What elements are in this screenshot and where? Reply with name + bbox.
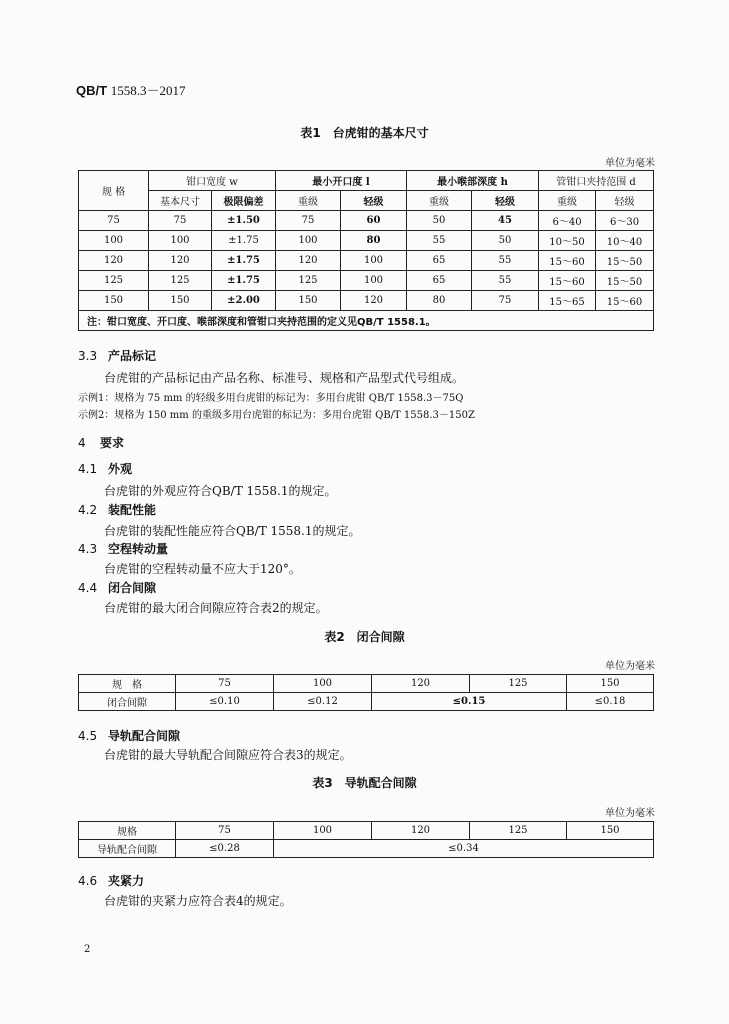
table-cell: 120 xyxy=(149,251,212,271)
table-cell: 15～60 xyxy=(539,251,596,271)
section-4-3-text: 台虎钳的空程转动量不应大于120°。 xyxy=(104,562,301,576)
table-cell: 125 xyxy=(470,675,567,693)
section-number: 4.5 xyxy=(78,729,98,743)
table-cell: 75 xyxy=(276,211,341,231)
table-cell: 120 xyxy=(276,251,341,271)
table-cell: 6～30 xyxy=(596,211,654,231)
example-2: 示例2：规格为 150 mm 的重级多用台虎钳的标记为：多用台虎钳 QB/T 1558.3－150Z xyxy=(78,410,475,421)
table1-head-clamp: 管钳口夹持范围 d xyxy=(539,171,654,191)
table-cell: 150 xyxy=(276,291,341,311)
table1-sub: 轻级 xyxy=(596,191,654,211)
table1-sub: 轻级 xyxy=(472,191,539,211)
table-cell: 60 xyxy=(341,211,407,231)
table-cell: 125 xyxy=(276,271,341,291)
table-cell: 100 xyxy=(341,271,407,291)
section-number: 3.3 xyxy=(78,349,98,363)
table-cell: ±1.75 xyxy=(212,271,276,291)
table1-unit: 单位为毫米 xyxy=(605,158,655,169)
table1-sub: 重级 xyxy=(276,191,341,211)
table3-header-row xyxy=(79,822,654,840)
table-cell: ≤0.15 xyxy=(372,693,567,711)
table-row xyxy=(79,231,654,251)
section-4-6-heading xyxy=(78,872,144,889)
section-4-2-text: 台虎钳的装配性能应符合QB/T 1558.1的规定。 xyxy=(104,524,361,538)
table1 xyxy=(78,170,654,331)
table-cell: 75 xyxy=(149,211,212,231)
table1-sub: 基本尺寸 xyxy=(149,191,212,211)
table-cell: 100 xyxy=(79,231,149,251)
table1-subheader-row xyxy=(79,191,654,211)
table-cell: 闭合间隙 xyxy=(79,693,176,711)
section-title: 产品标记 xyxy=(108,349,157,363)
section-4-3-heading xyxy=(78,540,168,557)
table1-sub: 重级 xyxy=(407,191,472,211)
table-cell: 规格 xyxy=(79,822,176,840)
doc-number: 1558.3－2017 xyxy=(110,83,186,98)
table-cell: 15～50 xyxy=(596,251,654,271)
table-cell: 65 xyxy=(407,251,472,271)
table-cell: 125 xyxy=(79,271,149,291)
table-cell: 10～50 xyxy=(539,231,596,251)
table3 xyxy=(78,821,654,858)
table-cell: ±1.75 xyxy=(212,231,276,251)
table-cell: 55 xyxy=(407,231,472,251)
section-4-1-heading xyxy=(78,460,132,477)
section-number: 4.3 xyxy=(78,542,98,556)
table-cell: 100 xyxy=(276,231,341,251)
table1-head-width: 钳口宽度 w xyxy=(149,171,276,191)
table2-caption: 表2 闭合间隙 xyxy=(324,630,405,644)
table-cell: 15～50 xyxy=(596,271,654,291)
table3-unit: 单位为毫米 xyxy=(605,808,655,819)
table-cell: 80 xyxy=(341,231,407,251)
table-cell: 120 xyxy=(79,251,149,271)
section-title: 夹紧力 xyxy=(108,874,145,888)
table-cell: 50 xyxy=(407,211,472,231)
table-cell: 100 xyxy=(274,675,372,693)
table-cell: ≤0.34 xyxy=(274,840,654,858)
table-row xyxy=(79,693,654,711)
table-cell: 65 xyxy=(407,271,472,291)
table-cell: 125 xyxy=(149,271,212,291)
table1-header-row xyxy=(79,171,654,191)
table-cell: 150 xyxy=(567,822,654,840)
table-row xyxy=(79,291,654,311)
table1-caption: 表1 台虎钳的基本尺寸 xyxy=(300,126,429,140)
table-cell: 100 xyxy=(274,822,372,840)
table-cell: 6～40 xyxy=(539,211,596,231)
section-title: 要求 xyxy=(100,436,125,450)
section-4-4-heading xyxy=(78,579,156,596)
table-cell: 100 xyxy=(149,231,212,251)
table-cell: 导轨配合间隙 xyxy=(79,840,176,858)
table-cell: 75 xyxy=(472,291,539,311)
table-cell: 55 xyxy=(472,271,539,291)
table-cell: 150 xyxy=(79,291,149,311)
table-cell: ±2.00 xyxy=(212,291,276,311)
table-cell: ±1.50 xyxy=(212,211,276,231)
table1-sub: 重级 xyxy=(539,191,596,211)
section-title: 导轨配合间隙 xyxy=(108,729,181,743)
table-cell: 125 xyxy=(470,822,567,840)
section-number: 4 xyxy=(78,436,86,450)
section-3-3-heading xyxy=(78,347,156,364)
table-cell: 50 xyxy=(472,231,539,251)
table-cell: 75 xyxy=(176,822,274,840)
table-cell: 45 xyxy=(472,211,539,231)
table1-sub: 极限偏差 xyxy=(212,191,276,211)
table1-note: 注：钳口宽度、开口度、喉部深度和管钳口夹持范围的定义见QB/T 1558.1。 xyxy=(79,311,654,331)
example-1: 示例1：规格为 75 mm 的轻级多用台虎钳的标记为：多用台虎钳 QB/T 1558.3－75Q xyxy=(78,393,464,404)
table1-note-row xyxy=(79,311,654,331)
table-cell: 120 xyxy=(372,822,470,840)
table-row xyxy=(79,211,654,231)
section-number: 4.1 xyxy=(78,462,98,476)
section-4-heading xyxy=(78,434,124,451)
table-cell: 75 xyxy=(176,675,274,693)
section-number: 4.4 xyxy=(78,581,98,595)
table-cell: 150 xyxy=(567,675,654,693)
document-id xyxy=(76,80,185,99)
table-cell: 15～65 xyxy=(539,291,596,311)
table-cell: 120 xyxy=(372,675,470,693)
table-cell: 120 xyxy=(341,291,407,311)
section-number: 4.2 xyxy=(78,503,98,517)
table1-head-opening: 最小开口度 l xyxy=(276,171,407,191)
table3-caption: 表3 导轨配合间隙 xyxy=(312,776,417,790)
table1-head-spec: 规 格 xyxy=(79,171,149,211)
table-cell: ≤0.28 xyxy=(176,840,274,858)
page-number: 2 xyxy=(84,944,91,955)
section-3-3-text: 台虎钳的产品标记由产品名称、标准号、规格和产品型式代号组成。 xyxy=(104,371,465,385)
table-row xyxy=(79,251,654,271)
table-cell: 75 xyxy=(79,211,149,231)
section-title: 外观 xyxy=(108,462,133,476)
section-title: 空程转动量 xyxy=(108,542,169,556)
section-4-1-text: 台虎钳的外观应符合QB/T 1558.1的规定。 xyxy=(104,484,337,498)
table-cell: 规 格 xyxy=(79,675,176,693)
table-cell: 10～40 xyxy=(596,231,654,251)
table-cell: 80 xyxy=(407,291,472,311)
section-number: 4.6 xyxy=(78,874,98,888)
doc-prefix: QB/T xyxy=(76,83,108,98)
table2-header-row xyxy=(79,675,654,693)
table-cell: 150 xyxy=(149,291,212,311)
table-cell: ≤0.18 xyxy=(567,693,654,711)
table-cell: ±1.75 xyxy=(212,251,276,271)
table-row xyxy=(79,840,654,858)
section-4-6-text: 台虎钳的夹紧力应符合表4的规定。 xyxy=(104,894,292,908)
table2 xyxy=(78,674,654,711)
table-cell: 100 xyxy=(341,251,407,271)
table-cell: 15～60 xyxy=(596,291,654,311)
table1-sub: 轻级 xyxy=(341,191,407,211)
section-4-5-heading xyxy=(78,727,180,744)
section-title: 装配性能 xyxy=(108,503,157,517)
section-4-5-text: 台虎钳的最大导轨配合间隙应符合表3的规定。 xyxy=(104,748,352,762)
table-cell: ≤0.12 xyxy=(274,693,372,711)
table-row xyxy=(79,271,654,291)
table1-head-throat: 最小喉部深度 h xyxy=(407,171,539,191)
table-cell: ≤0.10 xyxy=(176,693,274,711)
section-4-2-heading xyxy=(78,501,156,518)
table-cell: 15～60 xyxy=(539,271,596,291)
section-4-4-text: 台虎钳的最大闭合间隙应符合表2的规定。 xyxy=(104,601,328,615)
table2-unit: 单位为毫米 xyxy=(605,661,655,672)
section-title: 闭合间隙 xyxy=(108,581,157,595)
table-cell: 55 xyxy=(472,251,539,271)
